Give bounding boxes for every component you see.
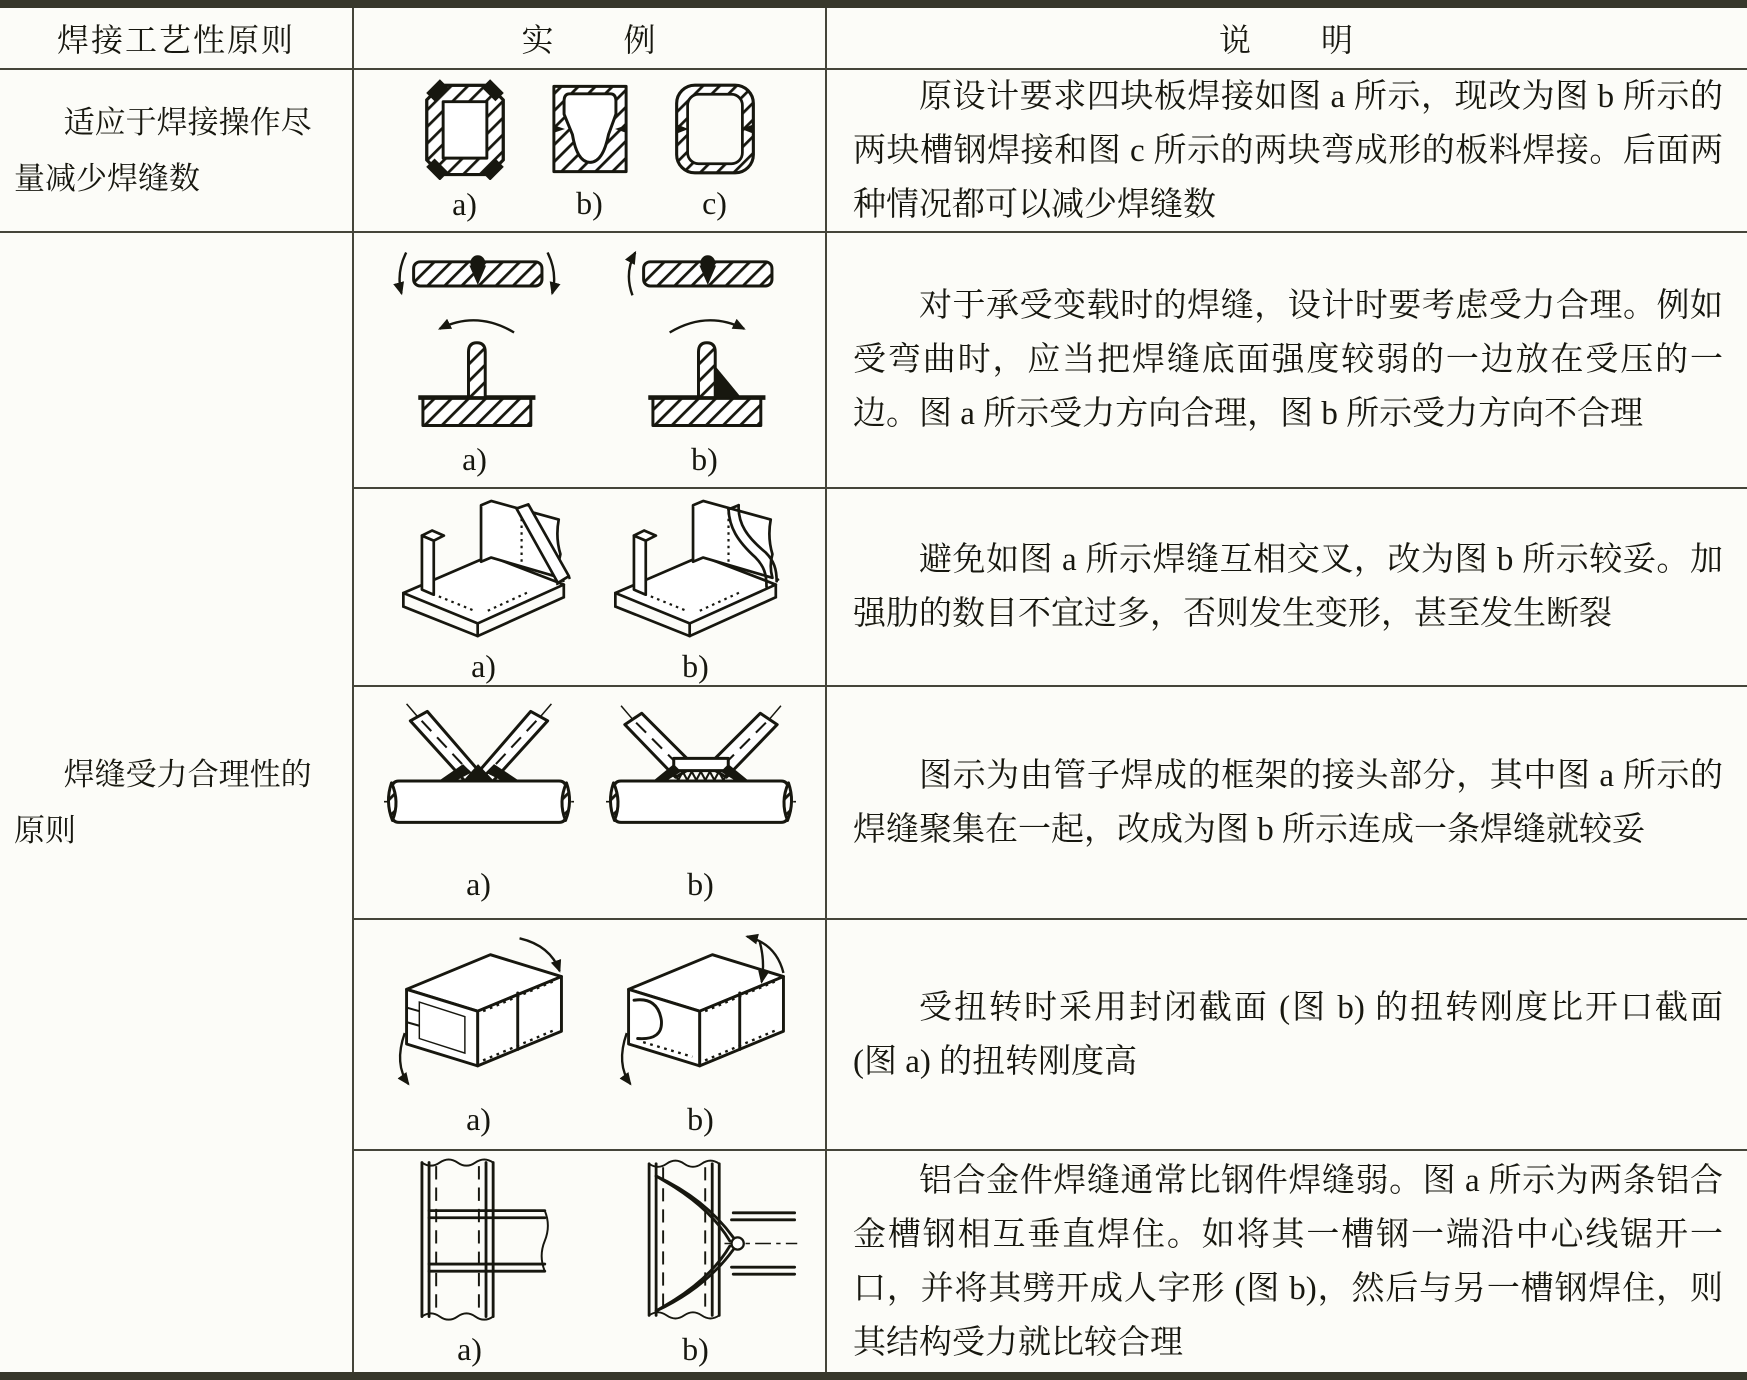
cross-section-a-figure (423, 78, 507, 180)
row2-example-cell (354, 233, 827, 489)
figure-four-plate-box (423, 78, 507, 223)
figure-label-b: b) (682, 647, 709, 684)
figure-label-a: a) (466, 866, 491, 902)
row6-note-cell (827, 1151, 1747, 1372)
figure-label-c: c) (702, 185, 727, 221)
header-example-label: 实 例 (521, 22, 658, 58)
figure-closed-section (603, 931, 799, 1138)
figure-bending-good (382, 243, 568, 478)
figure-bent-plate-box (673, 79, 757, 222)
pipe-b-figure (602, 702, 800, 860)
aluminium-b-figure (593, 1155, 799, 1325)
aluminium-a-figure (381, 1155, 559, 1325)
row2-note-cell (827, 233, 1747, 489)
figure-crossing-ribs (389, 490, 579, 685)
row5-example-cell (354, 920, 827, 1151)
row1-principle-text: 适应于焊接操作尽量减少焊缝数 (14, 104, 312, 196)
row2-note-text: 对于承受变载时的焊缝，设计时要考虑受力合理。例如受弯曲时，应当把焊缝底面强度较弱的一边放在受压的一边。图 a 所示受力方向合理，图 b 所示受力方向不合理 (853, 288, 1723, 432)
row1-principle-cell (0, 70, 354, 233)
figure-two-channel-box (549, 79, 631, 222)
figure-label-b: b) (682, 1331, 709, 1367)
figure-label-b: b) (576, 185, 603, 221)
figure-label-a: a) (466, 1101, 491, 1137)
figure-label-a: a) (457, 1331, 482, 1367)
header-example (354, 8, 827, 70)
row6-note-text: 铝合金件焊缝通常比钢件焊缝弱。图 a 所示为两条铝合金槽钢相互垂直焊住。如将其一槽钢一端沿中心线锯开一口，并将其劈开成人字形 (图 b)，然后与另一槽钢焊住，则其结构受力就比较合理 (853, 1162, 1723, 1361)
bending-a-figure (382, 243, 568, 435)
ribs-a-figure (389, 490, 579, 642)
figure-label-b: b) (687, 1101, 714, 1137)
figure-label-a: a) (462, 440, 487, 477)
row4-note-cell (827, 687, 1747, 920)
figure-label-b: b) (687, 866, 714, 902)
row5-note-cell (827, 920, 1747, 1151)
torsion-b-figure (603, 931, 799, 1095)
row3-note-text: 避免如图 a 所示焊缝互相交叉，改为图 b 所示较妥。加强肋的数目不宜过多，否则发生变形，甚至发生断裂 (853, 542, 1723, 632)
header-principle-label: 焊接工艺性原则 (56, 22, 295, 58)
figure-pipe-joint-single-weld (602, 702, 800, 903)
figure-pipe-joint-clustered (380, 702, 578, 903)
row4-example-cell (354, 687, 827, 920)
row1-example-cell (354, 70, 827, 233)
figure-label-a: a) (471, 647, 496, 684)
merged-principle-cell (0, 233, 354, 1372)
row6-example-cell (354, 1151, 827, 1372)
row1-note-cell (827, 70, 1747, 233)
header-principle (0, 8, 354, 70)
bending-b-figure (612, 243, 798, 435)
row3-note-cell (827, 489, 1747, 687)
figure-open-section (381, 931, 577, 1138)
header-note-label: 说 明 (1218, 22, 1355, 58)
cross-section-c-figure (673, 79, 757, 179)
merged-principle-text: 焊缝受力合理性的原则 (14, 756, 312, 848)
figure-label-b: b) (691, 440, 718, 477)
pipe-a-figure (380, 702, 578, 860)
row5-note-text: 受扭转时采用封闭截面 (图 b) 的扭转刚度比开口截面 (图 a) 的扭转刚度高 (853, 989, 1723, 1080)
figure-bent-rib (601, 490, 791, 685)
cross-section-b-figure (549, 79, 631, 179)
figure-bending-bad (612, 243, 798, 478)
torsion-a-figure (381, 931, 577, 1095)
figure-label-a: a) (452, 186, 477, 222)
row4-note-text: 图示为由管子焊成的框架的接头部分，其中图 a 所示的焊缝聚集在一起，改成为图 b 所示连成一条焊缝就较妥 (853, 757, 1723, 848)
figure-channels-perpendicular (381, 1155, 559, 1368)
ribs-b-figure (601, 490, 791, 642)
header-note (827, 8, 1747, 70)
row1-note-text: 原设计要求四块板焊接如图 a 所示，现改为图 b 所示的两块槽钢焊接和图 c 所示的两块弯成形的板料焊接。后面两种情况都可以减少焊缝数 (853, 78, 1723, 223)
figure-channel-split-y (593, 1155, 799, 1368)
row3-example-cell (354, 489, 827, 687)
